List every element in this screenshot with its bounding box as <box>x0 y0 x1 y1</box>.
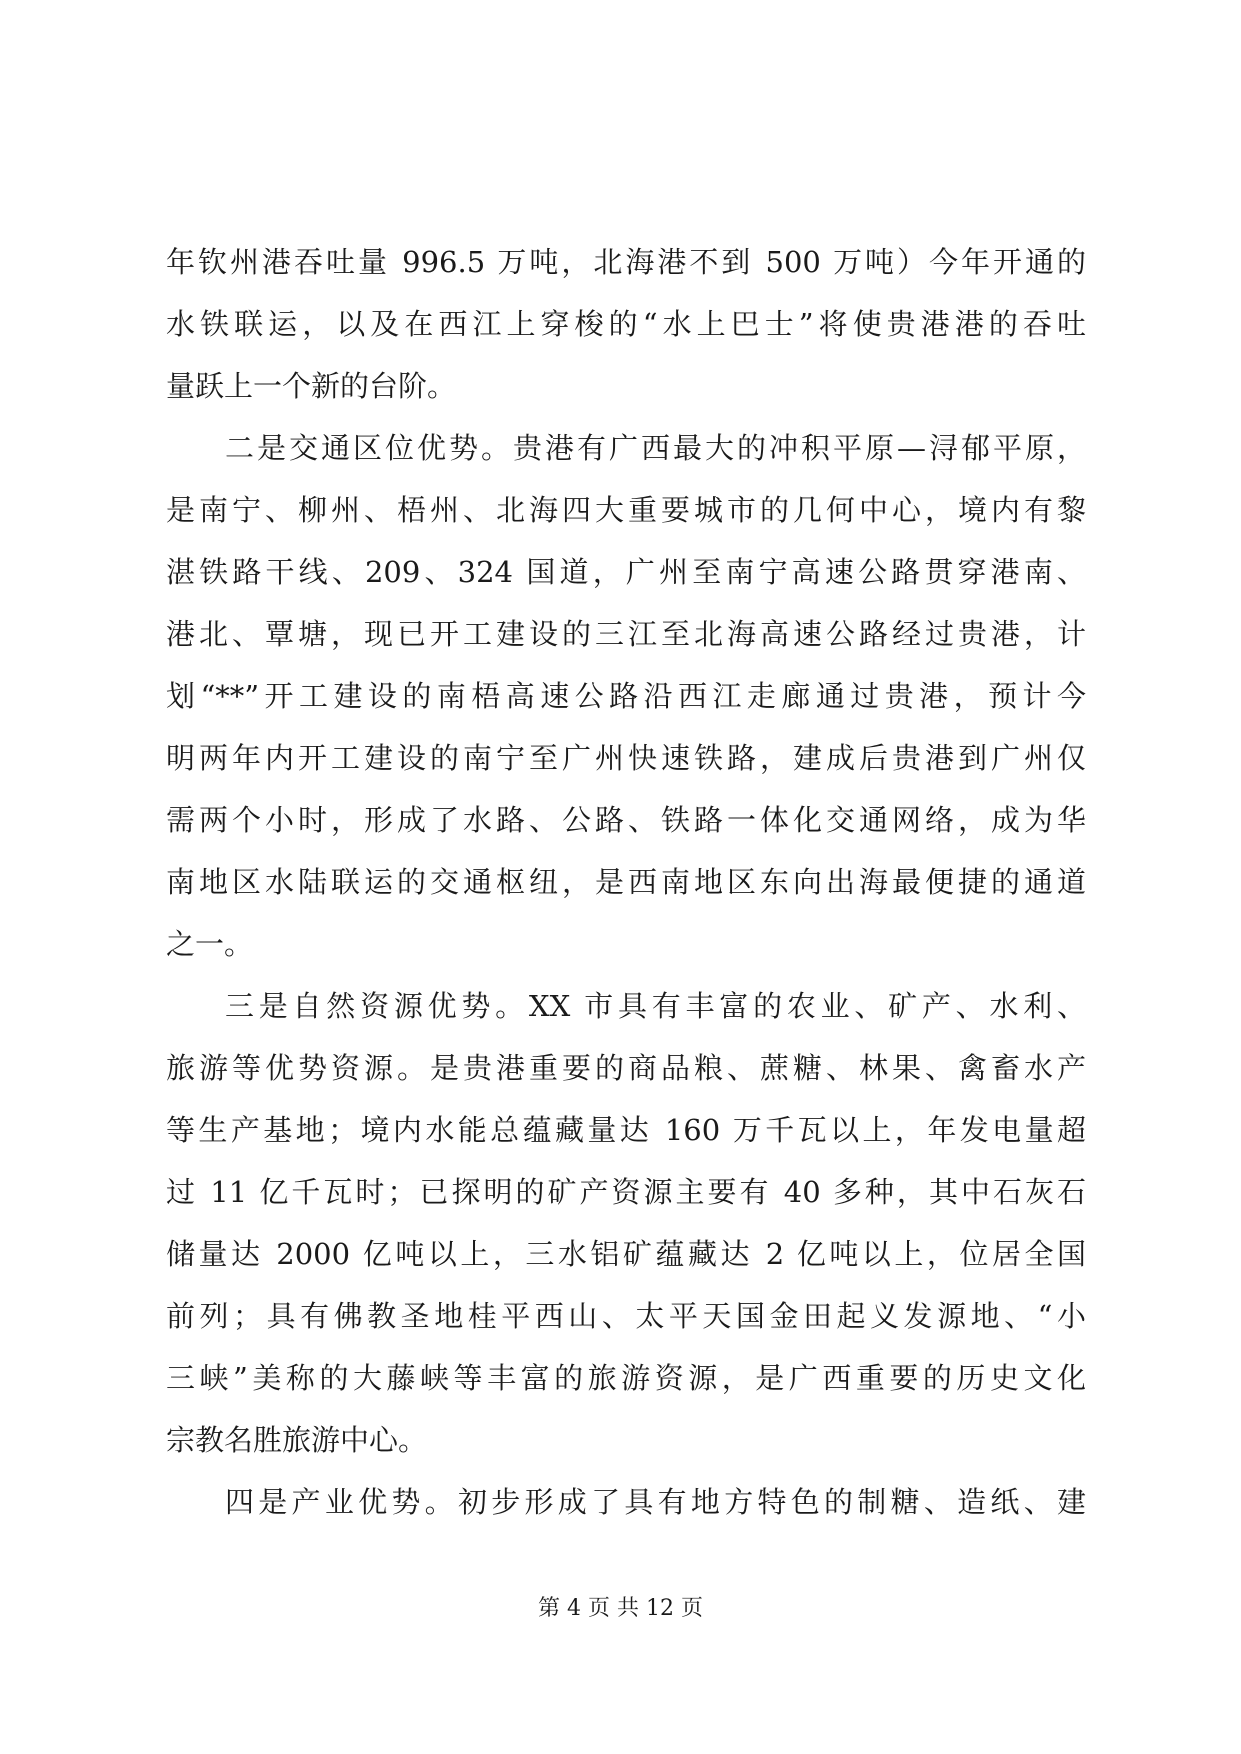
text-line: 宗教名胜旅游中心。 <box>166 1423 428 1457</box>
text-line: 过 11 亿千瓦时；已探明的矿产资源主要有 40 多种，其中石灰石 <box>166 1175 1086 1209</box>
text-line: 需两个小时，形成了水路、公路、铁路一体化交通网络，成为华 <box>166 803 1086 837</box>
text-line: 旅游等优势资源。是贵港重要的商品粮、蔗糖、林果、禽畜水产 <box>166 1051 1086 1085</box>
body-text <box>166 231 1086 1533</box>
page-number-footer: 第 4 页 共 12 页 <box>538 1596 703 1621</box>
text-line: 储量达 2000 亿吨以上，三水铝矿蕴藏达 2 亿吨以上，位居全国 <box>166 1237 1086 1271</box>
text-line: 明两年内开工建设的南宁至广州快速铁路，建成后贵港到广州仅 <box>166 741 1086 775</box>
text-line: 年钦州港吞吐量 996.5 万吨，北海港不到 500 万吨）今年开通的 <box>166 245 1086 279</box>
text-line: 水铁联运，以及在西江上穿梭的“水上巴士”将使贵港港的吞吐 <box>166 307 1086 341</box>
text-line: 南地区水陆联运的交通枢纽，是西南地区东向出海最便捷的通道 <box>166 865 1086 899</box>
text-line: 划“**”开工建设的南梧高速公路沿西江走廊通过贵港，预计今 <box>166 679 1086 713</box>
text-line: 港北、覃塘，现已开工建设的三江至北海高速公路经过贵港，计 <box>166 617 1086 651</box>
paragraph-first-line: 三是自然资源优势。XX 市具有丰富的农业、矿产、水利、 <box>225 989 1086 1023</box>
text-line: 之一。 <box>166 927 254 961</box>
text-line: 等生产基地；境内水能总蕴藏量达 160 万千瓦以上，年发电量超 <box>166 1113 1086 1147</box>
text-line: 前列；具有佛教圣地桂平西山、太平天国金田起义发源地、“小 <box>166 1299 1086 1333</box>
text-line: 量跃上一个新的台阶。 <box>166 369 457 403</box>
text-line: 湛铁路干线、209、324 国道，广州至南宁高速公路贯穿港南、 <box>166 555 1086 589</box>
text-line: 是南宁、柳州、梧州、北海四大重要城市的几何中心，境内有黎 <box>166 493 1086 527</box>
text-line: 三峡”美称的大藤峡等丰富的旅游资源，是广西重要的历史文化 <box>166 1361 1086 1395</box>
paragraph-first-line: 二是交通区位优势。贵港有广西最大的冲积平原—浔郁平原， <box>225 431 1086 465</box>
paragraph-first-line: 四是产业优势。初步形成了具有地方特色的制糖、造纸、建 <box>225 1485 1086 1519</box>
